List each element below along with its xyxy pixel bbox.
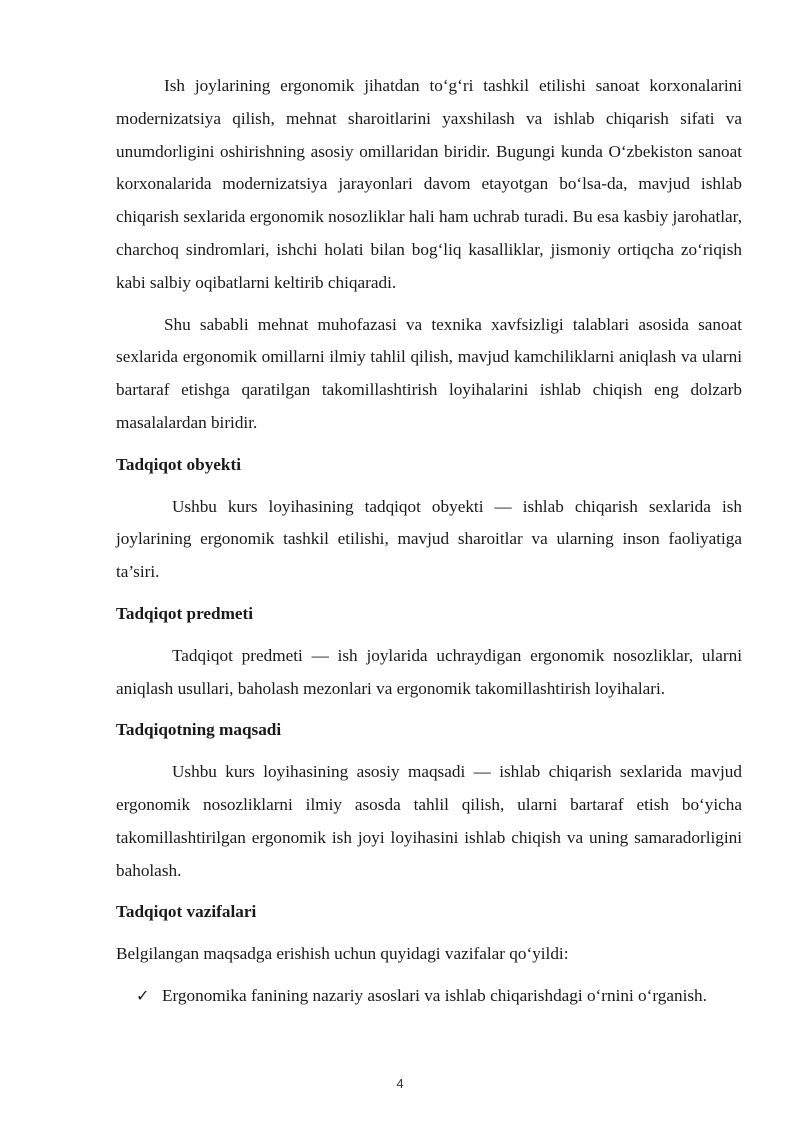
intro-paragraph-1: Ish joylarining ergonomik jihatdan to‘g‘ri tashkil etilishi sanoat korxonalarini modernizatsiya qilish, mehnat sharoitlarini yaxshilash va ishlab chiqarish sifati va unumdorligini oshirishning asosiy omillaridan biridir. Bugungi kunda O‘zbekiston sanoat korxonalarida modernizatsiya jarayonlari davom etayotgan bo‘lsa-da, mavjud ishlab chiqarish sexlarida ergonomik nosozliklar hali ham uchrab turadi. Bu esa kasbiy jarohatlar, charchoq sindromlari, ishchi holati bilan bog‘liq kasalliklar, jismoniy ortiqcha zo‘riqish kabi salbiy oqibatlarni keltirib chiqaradi. (116, 76, 742, 292)
section-text-object: Ushbu kurs loyihasining tadqiqot obyekti — ishlab chiqarish sexlarida ish joylarining ergonomik tashkil etilishi, mavjud sharoitlar va ularning inson faoliyatiga ta’siri. (116, 496, 742, 582)
section-heading-tasks: Tadqiqot vazifalari (116, 902, 257, 922)
section-text-tasks-intro: Belgilangan maqsadga erishish uchun quyidagi vazifalar qo‘yildi: (116, 944, 569, 964)
section-heading-object: Tadqiqot obyekti (116, 454, 241, 474)
document-body (116, 70, 742, 1013)
tasks-list (116, 980, 742, 1013)
page-number: 4 (396, 1076, 404, 1091)
section-heading-subject: Tadqiqot predmeti (116, 603, 254, 623)
list-item-text: Ergonomika fanining nazariy asoslari va ishlab chiqarishdagi o‘rnini o‘rganish. (162, 985, 707, 1005)
section-heading-goal: Tadqiqotning maqsadi (116, 720, 282, 740)
checkmark-icon: ✓ (136, 985, 150, 1005)
list-item (116, 980, 742, 1013)
intro-paragraph-2: Shu sababli mehnat muhofazasi va texnika xavfsizligi talablari asosida sanoat sexlarida ergonomik omillarni ilmiy tahlil qilish, mavjud kamchiliklarni aniqlash va ularni bartaraf etishga qaratilgan takomillashtirish loyihalarini ishlab chiqish eng dolzarb masalalardan biridir. (116, 314, 742, 432)
section-text-subject: Tadqiqot predmeti — ish joylarida uchraydigan ergonomik nosozliklar, ularni aniqlash usullari, baholash mezonlari va ergonomik takomillashtirish loyihalari. (116, 645, 742, 698)
section-text-goal: Ushbu kurs loyihasining asosiy maqsadi — ishlab chiqarish sexlarida mavjud ergonomik nosozliklarni ilmiy asosda tahlil qilish, ularni bartaraf etish bo‘yicha takomillashtirilgan ergonomik ish joyi loyihasini ishlab chiqish va uning samaradorligini baholash. (116, 762, 742, 880)
